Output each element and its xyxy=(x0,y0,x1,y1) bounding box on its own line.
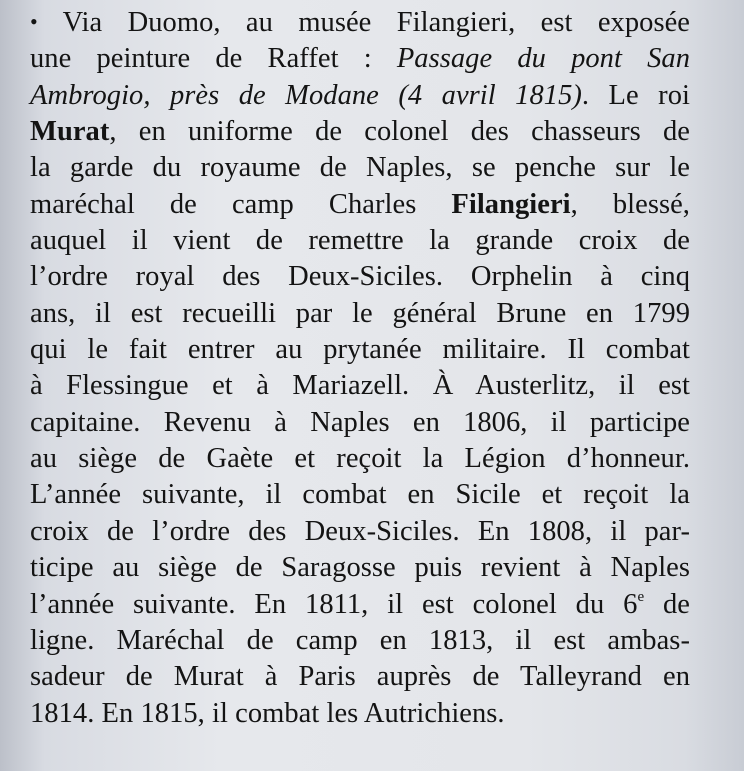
name-murat: Murat xyxy=(30,116,110,148)
line-text: une peinture de Raffet : xyxy=(30,43,397,75)
text-line: ligne. Maréchal de camp en 1813, il est ambas- xyxy=(30,624,690,656)
painting-title: Passage du pont San xyxy=(396,43,691,75)
text-line: la garde du royaume de Naples, se penche sur le xyxy=(30,152,690,184)
text-line xyxy=(30,114,690,150)
line-text: l’année suivante. En 1811, il est colonel du 6 xyxy=(30,588,638,620)
line-text: Via Duomo, au musée Filangieri, est exposée xyxy=(62,7,690,38)
text-line xyxy=(30,4,690,41)
text-line: croix de l’ordre des Deux-Siciles. En 1808, il par- xyxy=(30,515,690,547)
text-line xyxy=(30,78,690,114)
ordinal-superscript: e xyxy=(637,588,645,605)
painting-title: Ambrogio, près de Modane (4 avril 1815) xyxy=(30,79,582,111)
line-text: , blessé, xyxy=(570,188,690,220)
paragraph xyxy=(30,4,690,732)
text-line: ticipe au siège de Saragosse puis revient à Naples xyxy=(30,552,690,584)
text-line xyxy=(30,187,690,223)
text-line: l’ordre royal des Deux-Siciles. Orphelin à cinq xyxy=(30,261,690,293)
line-text: , en uniforme de colonel des chasseurs de xyxy=(109,116,690,148)
text-line: au siège de Gaète et reçoit la Légion d’honneur. xyxy=(30,443,690,475)
text-line: qui le fait entrer au prytanée militaire. Il combat xyxy=(30,334,690,366)
text-line: L’année suivante, il combat en Sicile et reçoit la xyxy=(30,479,690,511)
bullet-icon: • xyxy=(30,9,38,34)
text-line: 1814. En 1815, il combat les Autrichiens. xyxy=(30,697,505,729)
text-line xyxy=(30,41,690,77)
text-line xyxy=(30,587,690,623)
text-line: à Flessingue et à Mariazell. À Austerlitz, il est xyxy=(30,370,690,402)
text-line: sadeur de Murat à Paris auprès de Talleyrand en xyxy=(30,661,690,693)
line-text: . Le roi xyxy=(581,79,690,111)
text-line: capitaine. Revenu à Naples en 1806, il participe xyxy=(30,406,690,438)
text-line: auquel il vient de remettre la grande croix de xyxy=(30,225,690,257)
line-text: de xyxy=(644,588,690,620)
text-line: ans, il est recueilli par le général Brune en 1799 xyxy=(30,297,690,329)
name-filangieri: Filangieri xyxy=(451,188,571,220)
line-text: maréchal de camp Charles xyxy=(30,188,452,220)
